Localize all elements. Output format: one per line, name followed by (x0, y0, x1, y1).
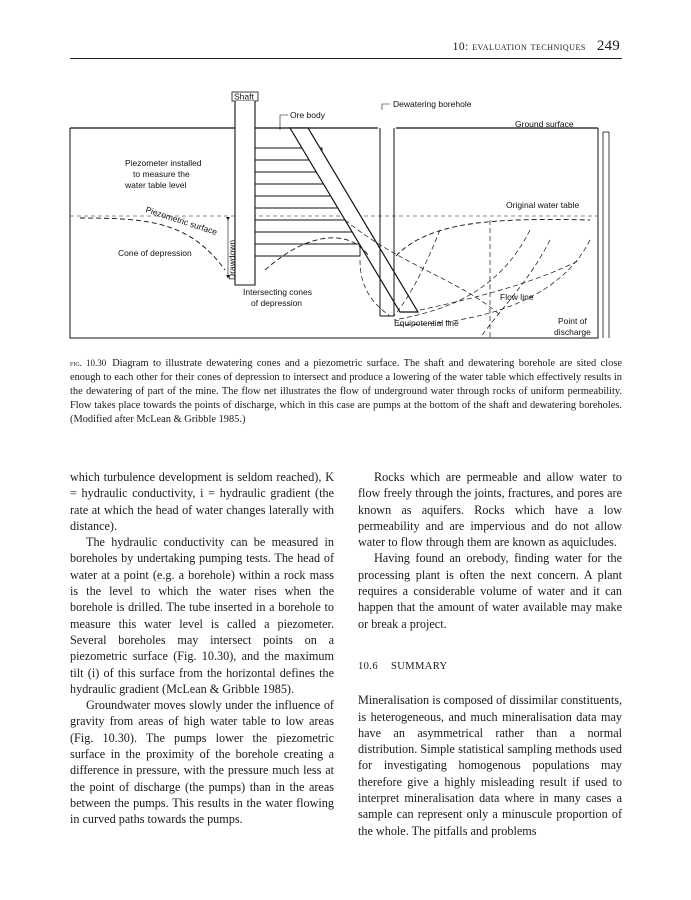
point-of-discharge-label-2: discharge (554, 327, 591, 337)
intersecting-cones-label-1: Intersecting cones (243, 287, 312, 297)
left-column (70, 469, 334, 828)
piezometer-label-2: to measure the (133, 169, 190, 179)
ore-body-label: Ore body (290, 110, 325, 120)
shaft-label: Shaft (234, 91, 254, 102)
figure-caption (70, 356, 622, 427)
equipotential-line-label: Equipotential line (394, 318, 459, 328)
paragraph: Groundwater moves slowly under the influence of gravity from areas of high water table to low areas (Fig. 10.30). The pumps lower the piezometric surface in the proximity of the borehole creating a difference in pressure, with the pressure much less at the point of discharge (the pumps) than in the areas between the pumps. This results in the water flowing in curved paths towards the pumps. (70, 698, 334, 827)
piezometer-label-3: water table level (125, 180, 187, 190)
right-column (358, 469, 622, 839)
flow-line-label: Flow line (500, 292, 534, 302)
section-heading (358, 659, 622, 675)
intersecting-cones-label-2: of depression (251, 298, 303, 308)
figure-10-30-diagram (60, 80, 620, 345)
section-title: SUMMARY (391, 660, 448, 672)
caption-label: fig. 10.30 (70, 358, 107, 368)
ground-surface-label: Ground surface (515, 119, 574, 129)
piezometer-tube (603, 132, 609, 338)
paragraph: The hydraulic conductivity can be measured in boreholes by undertaking pumping tests. The head of water at a point (e.g. a borehole) within a rock mass is the level to which the water rises when the borehole is drilled. The tube inserted in a borehole to measure this water level is called a piezometer. Several boreholes may intersect points on a piezometric surface (Fig. 10.30), and the maximum tilt (i) of this surface from the horizontal defines the hydraulic gradient (McLean & Gribble 1985). (70, 535, 334, 696)
paragraph: Rocks which are permeable and allow water to flow freely through the joints, fractures, and pores are known as aquifers. Rocks which have a low permeability and are impervious and do not allow water to flow through them are known as aquicludes. (358, 470, 622, 550)
shaft (235, 101, 255, 285)
paragraph: Mineralisation is composed of dissimilar constituents, is heterogeneous, and much mineralisation data may have an asymmetrical rather than a normal distribution. Simple statistical sampling methods used for investigating homogenous populations may therefore give a highly misleading result if used to interpret mineralisation data where in many cases a sample can represent only a minuscule proportion of the whole. The pitfalls and problems (358, 693, 622, 838)
section-number: 10.6 (358, 660, 378, 672)
original-water-table-label: Original water table (506, 200, 580, 210)
paragraph: which turbulence development is seldom reached), K = hydraulic conductivity, i = hydraulic gradient (the rate at which the head of water changes laterally with distance). (70, 470, 334, 533)
caption-text: Diagram to illustrate dewatering cones and a piezometric surface. The shaft and dewatering borehole are sited close enough to each other for their cones of depression to intersect and produce a lowering of the water table which effectively results in the dewatering of part of the mine. The flow net illustrates the flow of underground water through rocks of uniform permeability. Flow takes place towards the points of discharge, which in this case are pumps at the bottom of the shaft and dewatering boreholes. (Modified after McLean & Gribble 1985.) (70, 358, 622, 425)
piezometer-label-1: Piezometer installed (125, 158, 202, 168)
point-of-discharge-label-1: Point of (558, 316, 587, 326)
drawdown-label: Drawdown (227, 239, 237, 280)
paragraph: Having found an orebody, finding water for the processing plant is often the next concern. A plant requires a considerable volume of water and it can happen that the amount of water available may make or break a project. (358, 551, 622, 631)
page-number: 249 (596, 38, 620, 54)
dewatering-borehole-label: Dewatering borehole (393, 99, 472, 109)
piezometric-surface-label: Piezometric surface (144, 204, 219, 237)
cone-of-depression-right (396, 219, 590, 256)
chapter-title: 10: evaluation techniques (452, 41, 586, 53)
running-header (453, 38, 620, 55)
cone-of-depression-label: Cone of depression (118, 248, 192, 258)
header-rule (70, 58, 622, 59)
